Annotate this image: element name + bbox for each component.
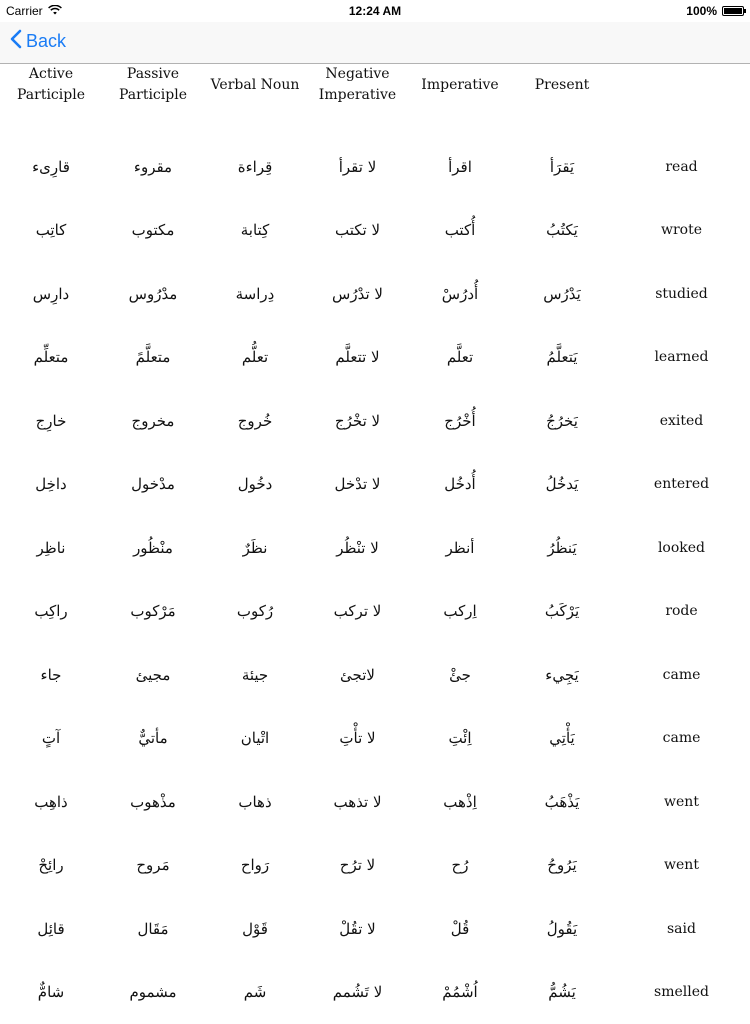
present-cell: يَدخُلُ <box>511 453 613 517</box>
imperative-cell: أُكتب <box>409 199 511 263</box>
battery-fill <box>724 8 742 14</box>
table-row[interactable] <box>0 262 750 326</box>
table-body <box>0 135 750 1024</box>
passive-participle-cell: مكتوب <box>102 199 204 263</box>
present-cell: يَجِيء <box>511 643 613 707</box>
imperative-cell: اِذْهب <box>409 770 511 834</box>
imperative-cell: أُدرُسْ <box>409 262 511 326</box>
active-participle-cell: راكِب <box>0 580 102 644</box>
active-participle-cell: شامٌّ <box>0 961 102 1024</box>
passive-participle-cell: مأتيٌّ <box>102 707 204 771</box>
header-line: Imperative <box>421 77 498 93</box>
imperative-cell: اِركب <box>409 580 511 644</box>
header-line: Participle <box>17 87 85 103</box>
present-cell: يَرُوحُ <box>511 834 613 898</box>
active-participle-cell: ذاهِب <box>0 770 102 834</box>
present-cell: يَقرَأ <box>511 135 613 199</box>
table-row[interactable] <box>0 389 750 453</box>
active-participle-cell: داخِل <box>0 453 102 517</box>
present-cell: يَأْتِي <box>511 707 613 771</box>
english-meaning-cell: came <box>613 643 750 707</box>
table-row[interactable] <box>0 453 750 517</box>
table-row[interactable] <box>0 199 750 263</box>
negative-imperative-cell: لا تنْظُر <box>306 516 409 580</box>
imperative-cell: أُدخُل <box>409 453 511 517</box>
header-passive-participle <box>102 64 204 106</box>
header-line: Verbal Noun <box>211 77 300 93</box>
header-line: Active <box>29 66 73 82</box>
imperative-cell: اقرأ <box>409 135 511 199</box>
english-meaning-cell: exited <box>613 389 750 453</box>
active-participle-cell: قارِىء <box>0 135 102 199</box>
present-cell: يَشُمُّ <box>511 961 613 1024</box>
imperative-cell: اِئْتِ <box>409 707 511 771</box>
table-row[interactable] <box>0 326 750 390</box>
active-participle-cell: ناظِر <box>0 516 102 580</box>
present-cell: يَرْكَبُ <box>511 580 613 644</box>
verbal-noun-cell: رُكوب <box>204 580 306 644</box>
passive-participle-cell: مخروج <box>102 389 204 453</box>
table-row[interactable] <box>0 516 750 580</box>
header-line: Imperative <box>319 87 396 103</box>
chevron-left-icon <box>10 29 22 54</box>
english-meaning-cell: entered <box>613 453 750 517</box>
passive-participle-cell: مشموم <box>102 961 204 1024</box>
passive-participle-cell: مذْهوب <box>102 770 204 834</box>
verbal-noun-cell: خُروج <box>204 389 306 453</box>
verbal-noun-cell: جيئة <box>204 643 306 707</box>
table-row[interactable] <box>0 834 750 898</box>
verbal-noun-cell: رَواح <box>204 834 306 898</box>
back-label: Back <box>26 31 66 52</box>
battery-percent: 100% <box>686 4 717 18</box>
negative-imperative-cell: لا تخْرُج <box>306 389 409 453</box>
english-meaning-cell: wrote <box>613 199 750 263</box>
imperative-cell: أنظر <box>409 516 511 580</box>
passive-participle-cell: مقروء <box>102 135 204 199</box>
english-meaning-cell: read <box>613 135 750 199</box>
present-cell: يَخرُجُ <box>511 389 613 453</box>
english-meaning-cell: smelled <box>613 961 750 1024</box>
header-active-participle <box>0 64 102 106</box>
english-meaning-cell: went <box>613 770 750 834</box>
table-row[interactable] <box>0 643 750 707</box>
negative-imperative-cell: لا تركب <box>306 580 409 644</box>
header-english <box>613 64 750 106</box>
negative-imperative-cell: لاتجئ <box>306 643 409 707</box>
header-present <box>511 64 613 106</box>
negative-imperative-cell: لا تقرأ <box>306 135 409 199</box>
status-time: 12:24 AM <box>0 4 750 18</box>
passive-participle-cell: مَروح <box>102 834 204 898</box>
carrier-label: Carrier <box>6 4 43 18</box>
negative-imperative-cell: لا تقُلْ <box>306 897 409 961</box>
imperative-cell: رُح <box>409 834 511 898</box>
verbal-noun-cell: دخُول <box>204 453 306 517</box>
passive-participle-cell: مدْرُوس <box>102 262 204 326</box>
present-cell: يَكتُبُ <box>511 199 613 263</box>
present-cell: يَدْرُس <box>511 262 613 326</box>
english-meaning-cell: came <box>613 707 750 771</box>
active-participle-cell: آتٍ <box>0 707 102 771</box>
header-line: Negative <box>325 66 389 82</box>
passive-participle-cell: مجيئ <box>102 643 204 707</box>
negative-imperative-cell: لا تأْتِ <box>306 707 409 771</box>
verbal-noun-cell: قِراءة <box>204 135 306 199</box>
header-negative-imperative <box>306 64 409 106</box>
english-meaning-cell: said <box>613 897 750 961</box>
verbal-noun-cell: دِراسة <box>204 262 306 326</box>
active-participle-cell: رائِحْ <box>0 834 102 898</box>
status-right <box>686 4 744 18</box>
passive-participle-cell: مَرْكوب <box>102 580 204 644</box>
passive-participle-cell: مَقَال <box>102 897 204 961</box>
table-row[interactable] <box>0 580 750 644</box>
table-row[interactable] <box>0 770 750 834</box>
header-imperative <box>409 64 511 106</box>
header-verbal-noun <box>204 64 306 106</box>
passive-participle-cell: متعلَّمً <box>102 326 204 390</box>
imperative-cell: قُلْ <box>409 897 511 961</box>
verbal-noun-cell: تعلُّم <box>204 326 306 390</box>
english-meaning-cell: looked <box>613 516 750 580</box>
imperative-cell: تعلَّم <box>409 326 511 390</box>
verbal-noun-cell: شَم <box>204 961 306 1024</box>
negative-imperative-cell: لا تذهب <box>306 770 409 834</box>
active-participle-cell: قائِل <box>0 897 102 961</box>
active-participle-cell: جاء <box>0 643 102 707</box>
negative-imperative-cell: لا تتعلَّم <box>306 326 409 390</box>
imperative-cell: أُخْرُج <box>409 389 511 453</box>
table-row[interactable] <box>0 961 750 1024</box>
table-row[interactable] <box>0 707 750 771</box>
conjugation-table <box>0 64 750 1024</box>
navigation-bar <box>0 22 750 64</box>
verbal-noun-cell: قَوْل <box>204 897 306 961</box>
verbal-noun-cell: اتْيان <box>204 707 306 771</box>
present-cell: يَقُولُ <box>511 897 613 961</box>
table-row[interactable] <box>0 897 750 961</box>
verbal-noun-cell: ذهاب <box>204 770 306 834</box>
table-header-row <box>0 64 750 106</box>
back-button[interactable] <box>10 29 66 54</box>
negative-imperative-cell: لا ترُح <box>306 834 409 898</box>
passive-participle-cell: منْظُور <box>102 516 204 580</box>
present-cell: يَذْهَبُ <box>511 770 613 834</box>
active-participle-cell: دارِس <box>0 262 102 326</box>
header-line: Present <box>535 77 590 93</box>
header-line: Participle <box>119 87 187 103</box>
table-row[interactable] <box>0 135 750 199</box>
present-cell: يَنظُرُ <box>511 516 613 580</box>
english-meaning-cell: learned <box>613 326 750 390</box>
active-participle-cell: متعلِّم <box>0 326 102 390</box>
english-meaning-cell: rode <box>613 580 750 644</box>
negative-imperative-cell: لا تدْخل <box>306 453 409 517</box>
imperative-cell: اُشْمُمْ <box>409 961 511 1024</box>
status-bar <box>0 0 750 22</box>
verbal-noun-cell: نظَرٌ <box>204 516 306 580</box>
header-line: Passive <box>127 66 179 82</box>
negative-imperative-cell: لا تكتب <box>306 199 409 263</box>
verbal-noun-cell: كِتابة <box>204 199 306 263</box>
english-meaning-cell: studied <box>613 262 750 326</box>
battery-icon <box>722 6 744 16</box>
active-participle-cell: خارِج <box>0 389 102 453</box>
negative-imperative-cell: لا تَشُمم <box>306 961 409 1024</box>
active-participle-cell: كاتِب <box>0 199 102 263</box>
passive-participle-cell: مدْخول <box>102 453 204 517</box>
english-meaning-cell: went <box>613 834 750 898</box>
present-cell: يَتعلَّمُ <box>511 326 613 390</box>
imperative-cell: جئْ <box>409 643 511 707</box>
negative-imperative-cell: لا تدْرُس <box>306 262 409 326</box>
header-spacer <box>0 106 750 135</box>
